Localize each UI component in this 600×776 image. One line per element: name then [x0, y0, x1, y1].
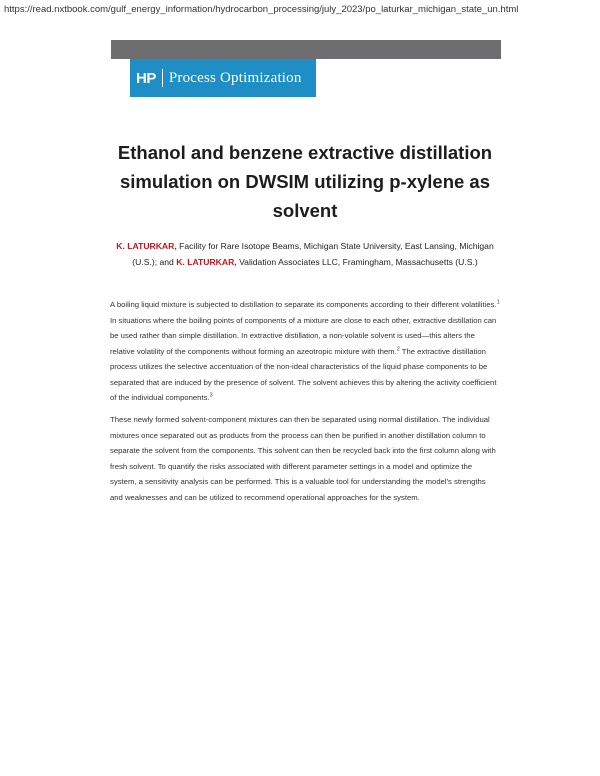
paragraph-text: A boiling liquid mixture is subjected to distillation to separate its components according to their different volatilities. [110, 300, 497, 309]
section-label: Process Optimization [168, 69, 302, 86]
author-byline [110, 238, 500, 270]
author-affiliation-2: Validation Associates LLC, Framingham, Massachusetts (U.S.) [239, 257, 478, 267]
page-url: https://read.nxtbook.com/gulf_energy_information/hydrocarbon_processing/july_2023/po_laturkar_michigan_state_un.html [4, 4, 519, 15]
body-paragraph-1 [110, 297, 500, 406]
section-banner [130, 59, 316, 97]
footnote-ref-2[interactable]: 2 [396, 345, 400, 352]
banner-divider [162, 69, 163, 87]
hp-logo: HP [136, 69, 156, 87]
paragraph-text: In situations where the boiling points of components of a mixture are close to each other, extractive distillation can be used rather than simple distillation. In extractive distillation, a non-volatile solvent is used—this alters the relative volatility of the components without forming an azeotropic mixture with them. [110, 315, 497, 356]
body-paragraph-2: These newly formed solvent-component mixtures can then be separated using normal distillation. The individual mixtures once separated out as products from the process can then be purified in another distillation column to separate the solvent from the components. This solvent can then be recycled back into the first column along with fresh solvent. To quantify the risks associated with different parameter settings in a model and optimize the system, a sensitivity analysis can be performed. This is a valuable tool for understanding the model's strengths and weaknesses and can be utilized to recommend operational approaches for the system. [110, 415, 496, 502]
author-name-1: K. LATURKAR, [116, 241, 177, 251]
author-name-2: K. LATURKAR, [176, 257, 237, 267]
author-affiliation-1: Facility for Rare Isotope Beams, Michigan State University, East Lansing, Michigan (U.S.); and [132, 241, 494, 267]
footnote-ref-1[interactable]: 1 [496, 299, 500, 306]
footnote-ref-3[interactable]: 3 [209, 392, 213, 399]
paragraph-text: The extractive distillation process utilizes the selective accentuation of the non-ideal characteristics of the liquid phase components to be separated that are induced by the presence of solvent. The solvent achieves this by altering the activity coefficient of the individual components. [110, 346, 497, 402]
article-title: Ethanol and benzene extractive distillation simulation on DWSIM utilizing p-xylene as solvent [117, 142, 493, 221]
top-gray-bar [111, 40, 501, 59]
